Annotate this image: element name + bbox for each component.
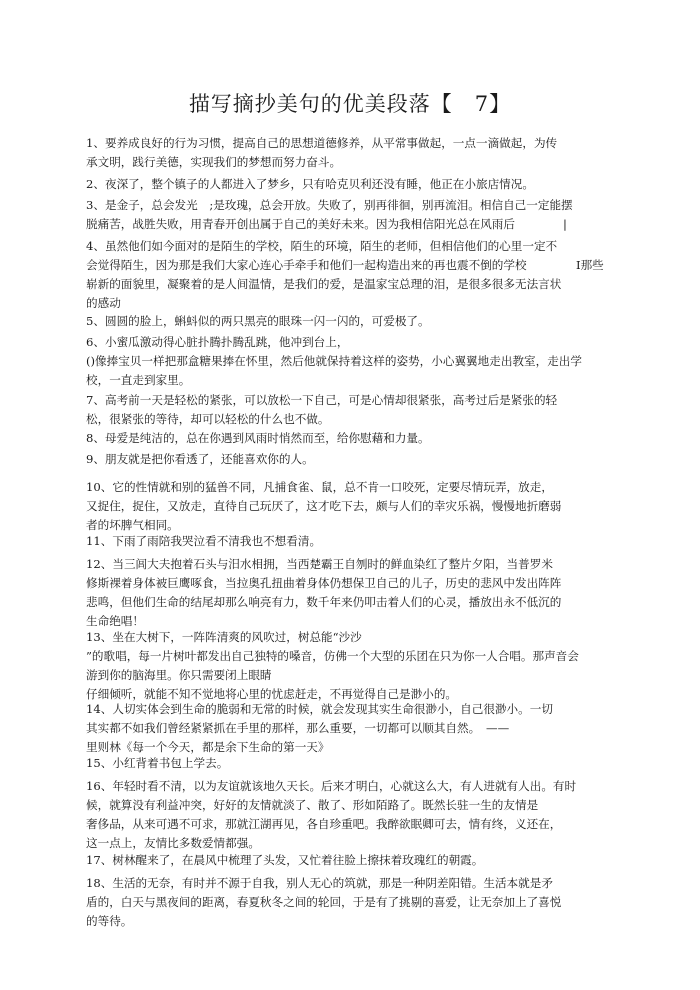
paragraph-line: 修斯裸着身体被巨鹰啄食，当拉奥孔扭曲着身体仍想保卫自己的儿子，历史的悲风中发出阵阵 xyxy=(86,576,562,590)
paragraph-line: 悲鸣，但他们生命的结尾却那么响亮有力，数千年来仍叩击着人们的心灵，播放出永不低沉的 xyxy=(86,595,562,609)
paragraph-line: 14、人切实体会到生命的脆弱和无常的时候，就会发现其实生命很渺小，自己很渺小。一切 xyxy=(86,702,553,716)
paragraph-line: 10、它的性情就和别的猛兽不同，凡捕食雀、鼠，总不肯一口咬死，定要尽情玩弄，放走， xyxy=(86,480,553,494)
paragraph-line: 3、是金子，总会发光 ;是玫瑰，总会开放。失败了，别再徘徊，别再流泪。相信自己一定能摆 xyxy=(86,198,573,212)
paragraph-6 xyxy=(86,333,616,390)
paragraph-line: 松，很紧张的等待，却可以轻松的什么也不做。 xyxy=(86,412,330,426)
paragraph-line: ()像捧宝贝一样把那盒糖果捧在怀里，然后他就保持着这样的姿势，小心翼翼地走出教室，走出学 xyxy=(86,354,582,368)
paragraph-line: 候，就算没有利益冲突，好好的友情就淡了、散了、形如陌路了。既然长驻一生的友情是 xyxy=(86,798,539,812)
paragraph-line: 5、圆圆的脸上，蝌蚪似的两只黑亮的眼珠一闪一闪的，可爱极了。 xyxy=(86,314,430,328)
paragraph-line: 13、坐在大树下，一阵阵清爽的风吹过，树总能“沙沙 xyxy=(86,630,362,644)
paragraph-18 xyxy=(86,874,616,931)
paragraph-12 xyxy=(86,555,616,631)
paragraph-line: 这一点上，友情比多数爱情都强。 xyxy=(86,836,260,850)
paragraph-line: 脱痛苦，战胜失败，用青春开创出属于自己的美好未来。因为我相信阳光总在风雨后 xyxy=(86,217,515,231)
paragraph-line: 8、母爱是纯洁的，总在你遇到风雨时悄然而至，给你慰藉和力量。 xyxy=(86,431,430,445)
side-mark: I那些 xyxy=(576,258,604,272)
paragraph-line: 会觉得陌生，因为那是我们大家心连心手牵手和他们一起构造出来的再也震不倒的学校 xyxy=(86,258,527,272)
paragraph-line: 校，一直走到家里。 xyxy=(86,373,191,387)
paragraph-line: 12、当三闾大夫抱着石头与汨水相拥，当西楚霸王自刎时的鲜血染红了整片夕阳，当普罗米 xyxy=(86,557,553,571)
paragraph-15 xyxy=(86,754,616,773)
paragraph-line: 又捉住，捉住，又放走，直待自己玩厌了，这才吃下去，颇与人们的幸灾乐祸，慢慢地折磨弱 xyxy=(86,499,562,513)
paragraph-line: 盾的，白天与黑夜间的距离，春夏秋冬之间的轮回，于是有了挑剔的喜爱，让无奈加上了喜悦 xyxy=(86,895,562,909)
side-mark: | xyxy=(563,217,567,231)
paragraph-1 xyxy=(86,134,616,172)
paragraph-line: 16、年轻时看不清，以为友谊就该地久天长。后来才明白，心就这么大，有人进就有人出。有时 xyxy=(86,779,577,793)
paragraph-14 xyxy=(86,700,616,757)
paragraph-line: 游到你的脑海里。你只需要闭上眼睛 xyxy=(86,668,272,682)
paragraph-line: 的感动 xyxy=(86,296,121,310)
paragraph-line: 生命绝唱！ xyxy=(86,614,144,628)
paragraph-line: 里则林《每一个今天，都是余下生命的第一天》 xyxy=(86,740,330,754)
paragraph-11 xyxy=(86,532,616,551)
paragraph-16 xyxy=(86,777,616,853)
paragraph-line: 1、要养成良好的行为习惯，提高自己的思想道德修养，从平常事做起，一点一滴做起，为传 xyxy=(86,136,558,150)
paragraph-line: 崭新的面貌里，凝聚着的是人间温情，是我们的爱，是温家宝总理的泪，是很多很多无法言状 xyxy=(86,277,562,291)
paragraph-8 xyxy=(86,429,616,448)
paragraph-10 xyxy=(86,478,616,535)
paragraph-line: 的等待。 xyxy=(86,914,133,928)
paragraph-line: 承文明，践行美德，实现我们的梦想而努力奋斗。 xyxy=(86,155,342,169)
paragraph-line: 6、小蜜瓜激动得心脏扑腾扑腾乱跳，他冲到台上， xyxy=(86,335,349,349)
paragraph-line: 奢侈品，从来可遇不可求，那就江湖再见，各自珍重吧。我醉欲眠卿可去，情有终，义还在， xyxy=(86,817,562,831)
paragraph-17 xyxy=(86,851,616,870)
paragraph-13 xyxy=(86,628,616,704)
paragraph-7 xyxy=(86,391,616,429)
paragraph-line: 18、生活的无奈，有时并不源于自我，别人无心的筑就，那是一种阴差阳错。生活本就是矛 xyxy=(86,876,553,890)
paragraph-5 xyxy=(86,312,616,331)
paragraph-line: 仔细倾听，就能不知不觉地将心里的忧虑赶走，不再觉得自己是渺小的。 xyxy=(86,687,458,701)
paragraph-line: 15、小红背着书包上学去。 xyxy=(86,756,229,770)
paragraph-line: 17、树林醒来了，在晨风中梳理了头发，又忙着往脸上擦抹着玫瑰红的朝霞。 xyxy=(86,853,484,867)
paragraph-2 xyxy=(86,175,616,194)
paragraph-line: 者的坏脾气相同。 xyxy=(86,518,179,532)
paragraph-9 xyxy=(86,450,616,469)
paragraph-line: 7、高考前一天是轻松的紧张，可以放松一下自己，可是心情却很紧张，高考过后是紧张的轻 xyxy=(86,393,558,407)
paragraph-line: 11、下雨了雨陪我哭泣看不清我也不想看清。 xyxy=(86,534,322,548)
paragraph-line: ”的歌唱，每一片树叶都发出自己独特的嗓音，仿佛一个大型的乐团在只为你一人合唱。那声音会 xyxy=(86,649,579,663)
page-title: 描写摘抄美句的优美段落【 7】 xyxy=(188,92,512,116)
paragraph-4 xyxy=(86,237,616,313)
paragraph-line: 4、虽然他们如今面对的是陌生的学校，陌生的环境，陌生的老师，但相信他们的心里一定不 xyxy=(86,239,558,253)
paragraph-line: 其实都不如我们曾经紧紧抓在手里的那样，那么重要，一切都可以顺其自然。 —— xyxy=(86,721,510,735)
paragraph-3 xyxy=(86,196,616,234)
paragraph-line: 2、夜深了，整个镇子的人都进入了梦乡，只有哈克贝利还没有睡，他正在小旅店情况。 xyxy=(86,177,534,191)
paragraph-line: 9、朋友就是把你看透了，还能喜欢你的人。 xyxy=(86,452,314,466)
